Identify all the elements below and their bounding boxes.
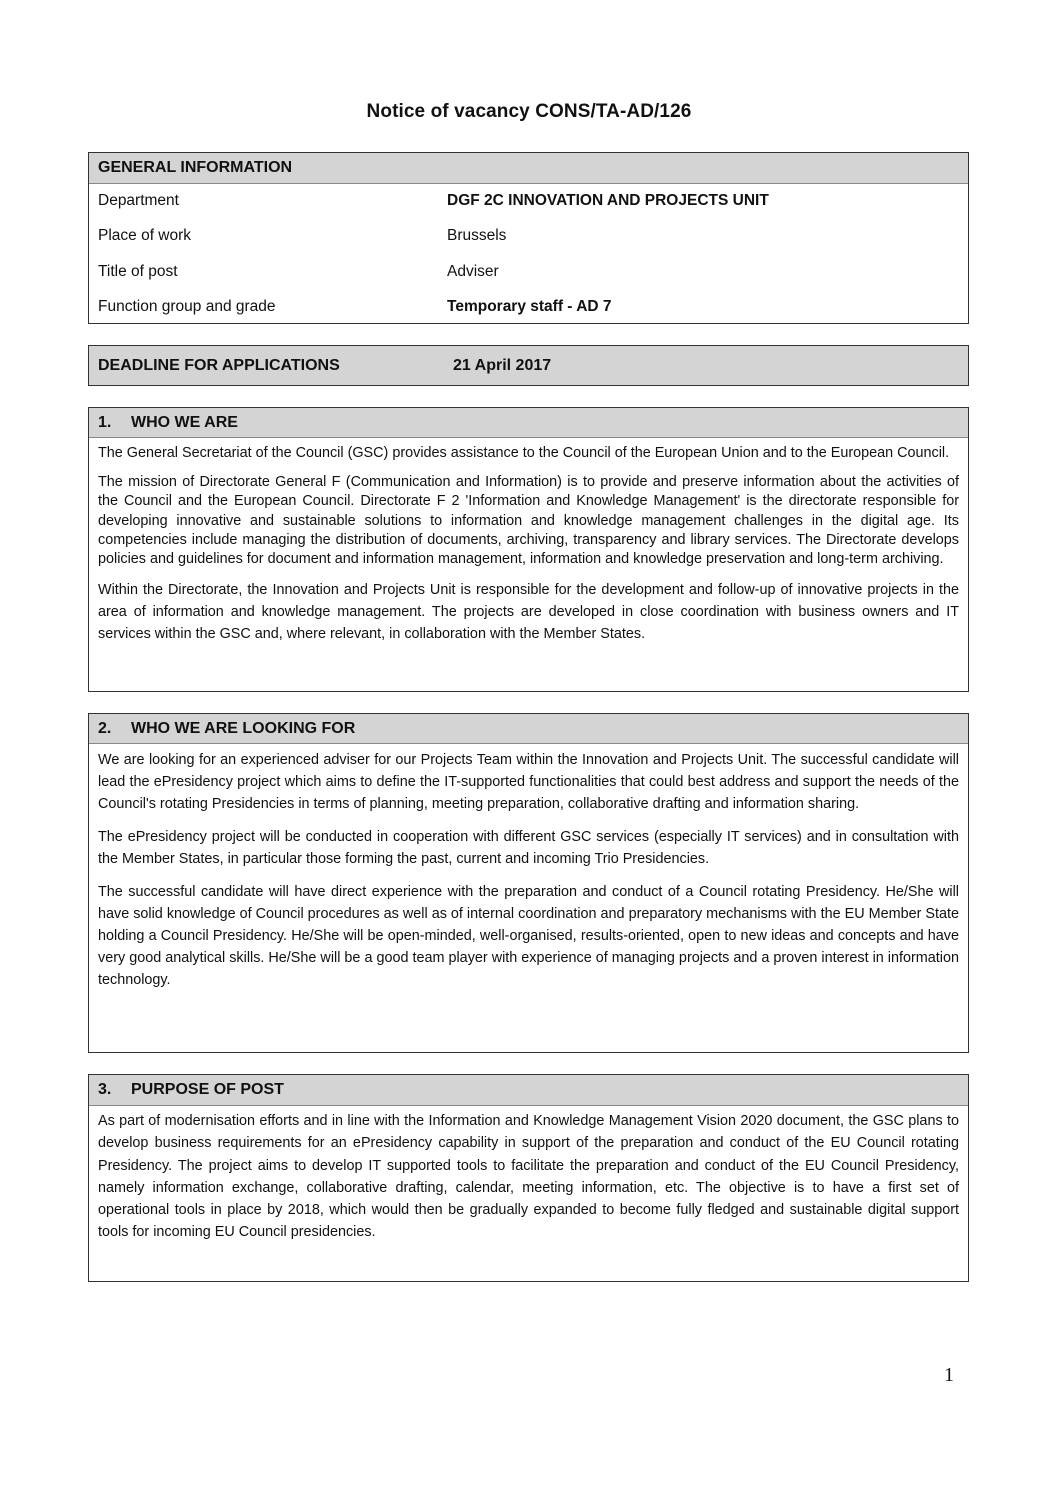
paragraph: We are looking for an experienced adviser for our Projects Team within the Innovation and Projects Unit. The successful candidate will lead the ePresidency project which aims to define the IT-supported functionalities that could best address and support the needs of the Council's rotating Presidencies in terms of planning, meeting preparation, collaborative drafting and information sharing. (98, 752, 959, 812)
paragraph: Within the Directorate, the Innovation and Projects Unit is responsible for the development and follow-up of innovative projects in the area of information and knowledge management. The projects are developed in close coordination with business owners and IT services within the GSC and, where relevant, in collaboration with the Member States. (98, 582, 959, 643)
general-info-box (88, 152, 969, 324)
section-who-we-are-looking-for (88, 713, 969, 1053)
info-value: Brussels (447, 227, 507, 244)
section-title: WHO WE ARE LOOKING FOR (131, 719, 356, 737)
info-value: Adviser (447, 263, 499, 280)
section-who-we-are (88, 407, 969, 692)
paragraph: As part of modernisation efforts and in line with the Information and Knowledge Management Vision 2020 document, the GSC plans to develop business requirements for an ePresidency capability in support of the preparation and conduct of the EU Council rotating Presidency. The project aims to develop IT supported tools to facilitate the preparation and conduct of the EU Council Presidency, namely information exchange, collaborative drafting, calendar, meeting information, etc. The objective is to have a first set of operational tools in place by 2018, which would then be gradually expanded to become fully fledged and sustainable digital support tools for incoming EU Council presidencies. (98, 1113, 959, 1241)
info-label: Function group and grade (98, 298, 276, 315)
deadline-box (88, 345, 969, 386)
section-number: 3. (98, 1081, 112, 1098)
info-row-place-of-work (98, 227, 958, 245)
info-label: Department (98, 192, 179, 209)
section-heading (89, 408, 968, 438)
section-title: WHO WE ARE (131, 413, 238, 431)
paragraph: The mission of Directorate General F (Communication and Information) is to provide and preserve information about the activities of the Council and the European Council. Directorate F 2 'Information and Knowledge Management' is the directorate responsible for developing innovative and sustainable solutions to information and knowledge management challenges in the digital age. Its competencies include managing the distribution of documents, archiving, transparency and library services. The Directorate develops policies and guidelines for document and information management, information and knowledge preservation and long-term archiving. (98, 474, 959, 568)
page-title: Notice of vacancy CONS/TA-AD/126 (366, 101, 692, 122)
info-value: Temporary staff - AD 7 (447, 298, 612, 315)
section-number: 2. (98, 719, 112, 737)
deadline-label: DEADLINE FOR APPLICATIONS (98, 356, 340, 374)
deadline-date: 21 April 2017 (453, 356, 552, 374)
info-label: Title of post (98, 263, 178, 280)
info-label: Place of work (98, 227, 192, 244)
paragraph: The General Secretariat of the Council (GSC) provides assistance to the Council of the European Union and to the European Council. (98, 445, 950, 461)
page-number: 1 (944, 1364, 954, 1386)
section-purpose-of-post (88, 1074, 969, 1282)
paragraph: The ePresidency project will be conducted in cooperation with different GSC services (especially IT services) and in consultation with the Member States, in particular those forming the past, current and incoming Trio Presidencies. (98, 829, 959, 867)
info-row-function-group (98, 298, 958, 316)
section-number: 1. (98, 413, 112, 431)
section-heading (89, 1075, 968, 1106)
info-value: DGF 2C INNOVATION AND PROJECTS UNIT (447, 192, 769, 209)
info-row-title-of-post (98, 263, 958, 281)
general-info-heading: GENERAL INFORMATION (89, 153, 968, 184)
paragraph: The successful candidate will have direct experience with the preparation and conduct of a Council rotating Presidency. He/She will have solid knowledge of Council procedures as well as of internal coordination and preparatory mechanisms with the EU Member State holding a Council Presidency. He/She will be open-minded, well-organised, results-oriented, open to new ideas and concepts and have very good analytical skills. He/She will be a good team player with experience of managing projects and a proven interest in information technology. (98, 884, 959, 988)
section-heading (89, 714, 968, 744)
section-title: PURPOSE OF POST (131, 1081, 284, 1098)
info-row-department (98, 192, 958, 210)
